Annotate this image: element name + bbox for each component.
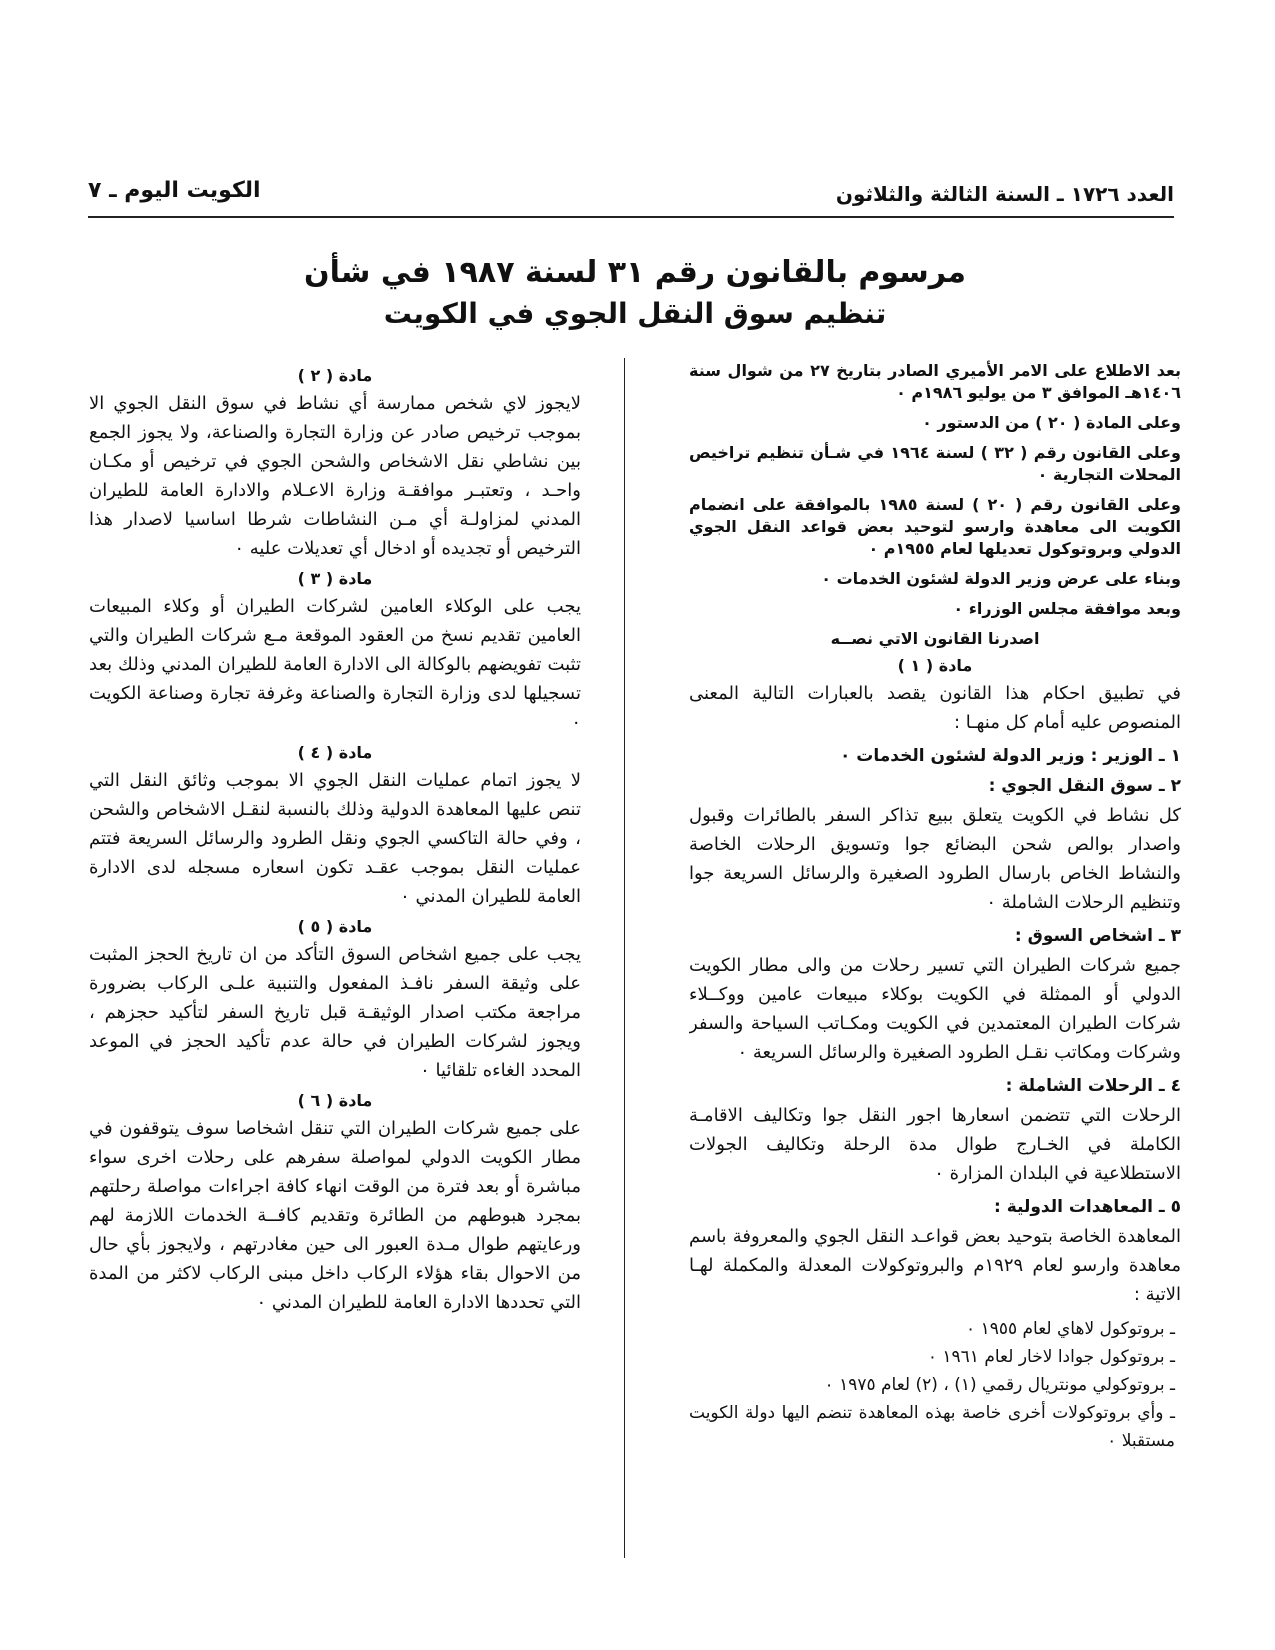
preamble-line: بعد الاطلاع على الامر الأميري الصادر بتاريخ ٢٧ من شوال سنة ١٤٠٦هـ الموافق ٣ من يوليو ١٩٨٦م ٠	[689, 361, 1181, 402]
article-1-heading: مادة ( ١ )	[897, 656, 973, 675]
definition-minister: ١ ـ الوزير : وزير الدولة لشئون الخدمات ٠	[839, 746, 1181, 766]
protocol-item: ـ بروتوكول لاهاي لعام ١٩٥٥ ٠	[966, 1319, 1175, 1339]
protocol-item: ـ بروتوكولي مونتريال رقمي (١) ، (٢) لعام ١٩٧٥ ٠	[824, 1375, 1175, 1395]
article-4-text: لا يجوز اتمام عمليات النقل الجوي الا بموجب وثائق النقل التي تنص عليها المعاهدة الدولية وذلك بالنسبة لنقـل الاشخاص والشحن ، وفي حالة التاكسي الجوي ونقل الطرود والرسائل السريعة فتتم عمليات النقل بموجب عقـد تكون اسعاره مسجله لدى الادارة العامة للطيران المدني ٠	[89, 770, 581, 907]
article-2-text: لايجوز لاي شخص ممارسة أي نشاط في سوق النقل الجوي الا بموجب ترخيص صادر عن وزارة التجارة والصناعة، ولا يجوز الجمع بين نشاطي نقل الاشخاص والشحن الجوي في ترخيص أو مكـان واحـد ، وتعتبـر موافقـة وزارة الاعـلام والادارة العامة للطيران المدني لمزاولـة أي مـن النشاطات شرطا اساسيا لاصدار هذا الترخيص أو تجديده أو ادخال أي تعديلات عليه ٠	[89, 393, 581, 559]
protocol-item: ـ وأي بروتوكولات أخرى خاصة بهذه المعاهدة تنضم اليها دولة الكويت مستقبلا ٠	[689, 1403, 1175, 1451]
article-4-heading: مادة ( ٤ )	[297, 743, 373, 762]
article-6-heading: مادة ( ٦ )	[297, 1091, 373, 1110]
definition-4-title: ٤ ـ الرحلات الشاملة :	[1005, 1076, 1181, 1096]
page-header	[88, 178, 1174, 218]
preamble-line: وبناء على عرض وزير الدولة لشئون الخدمات ٠	[821, 569, 1181, 588]
gazette-page: الكويت اليوم ـ ٧	[88, 178, 261, 203]
definition-3-text: جميع شركات الطيران التي تسير رحلات من والى مطار الكويت الدولي أو الممثلة في الكويت بوكلاء مبيعات عامين ووكــلاء شركات الطيران المعتمدين في الكويت ومكـاتب السياحة والسفر وشركات ومكاتب نقـل الطرود الصغيرة والرسائل السريعة ٠	[689, 955, 1181, 1063]
preamble-line: وبعد موافقة مجلس الوزراء ٠	[953, 599, 1181, 618]
article-3-text: يجب على الوكلاء العامين لشركات الطيران أو وكلاء المبيعات العامين تقديم نسخ من العقود الموقعة مـع شركات الطيران والتي تثبت تفويضهم بالوكالة الى الادارة العامة للطيران المدني وذلك بعد تسجيلها لدى وزارة التجارة والصناعة وغرفة تجارة وصناعة الكويت ٠	[89, 596, 581, 733]
issue-info: العدد ١٧٢٦ ـ السنة الثالثة والثلاثون	[835, 182, 1174, 206]
definition-4-text: الرحلات التي تتضمن اسعارها اجور النقل جوا وتكاليف الاقامـة الكاملة في الخـارج طوال مدة الرحلة وتكاليف الجولات الاستطلاعية في البلدان المزارة ٠	[689, 1105, 1181, 1184]
article-1-intro: في تطبيق احكام هذا القانون يقصد بالعبارات التالية المعنى المنصوص عليه أمام كل منهـا :	[689, 683, 1181, 733]
decree-title	[90, 252, 1180, 334]
enactment-clause: اصدرنا القانون الاتي نصــه	[830, 629, 1040, 648]
protocol-item: ـ بروتوكول جوادا لاخار لعام ١٩٦١ ٠	[927, 1347, 1175, 1367]
definition-2-text: كل نشاط في الكويت يتعلق ببيع تذاكر السفر بالطائرات وقبول واصدار بوالص شحن البضائع جوا وتسويق الرحلات الخاصة والنشاط الخاص بارسال الطرود الصغيرة والرسائل السريعة جوا وتنظيم الرحلات الشاملة ٠	[689, 805, 1181, 913]
article-5-text: يجب على جميع اشخاص السوق التأكد من ان تاريخ الحجز المثبت على وثيقة السفر نافـذ المفعول والتنبية علـى الركاب بضرورة مراجعة مكتب اصدار الوثيقـة قبل تاريخ السفر لتأكيد حجزهم ، ويجوز لشركات الطيران في حالة عدم تأكيد الحجز في الموعد المحدد الغاءه تلقائيا ٠	[89, 944, 581, 1081]
article-5-heading: مادة ( ٥ )	[297, 917, 373, 936]
definition-5-text: المعاهدة الخاصة بتوحيد بعض قواعـد النقل الجوي والمعروفة باسم معاهدة وارسو لعام ١٩٢٩م والبروتوكولات المعدلة والمكملة لهـا الاتية :	[689, 1226, 1181, 1305]
right-column	[689, 360, 1181, 1555]
title-line-2: تنظيم سوق النقل الجوي في الكويت	[383, 297, 887, 330]
definition-5-title: ٥ ـ المعاهدات الدولية :	[993, 1197, 1181, 1217]
preamble-line: وعلى القانون رقم ( ٢٠ ) لسنة ١٩٨٥ بالموافقة على انضمام الكويت الى معاهدة وارسو لتوحيد بعض قواعد النقل الجوي الدولي وبروتوكول تعديلها لعام ١٩٥٥م ٠	[689, 495, 1181, 558]
column-divider	[624, 358, 625, 1558]
left-column	[89, 360, 581, 1555]
title-line-1: مرسوم بالقانون رقم ٣١ لسنة ١٩٨٧ في شأن	[304, 255, 966, 290]
preamble-line: وعلى القانون رقم ( ٣٢ ) لسنة ١٩٦٤ في شـأن تنظيم تراخيص المحلات التجارية ٠	[689, 443, 1181, 484]
article-3-heading: مادة ( ٣ )	[297, 569, 373, 588]
article-2-heading: مادة ( ٢ )	[297, 366, 373, 385]
definition-3-title: ٣ ـ اشخاص السوق :	[1014, 926, 1181, 946]
preamble-line: وعلى المادة ( ٢٠ ) من الدستور ٠	[922, 413, 1181, 432]
article-6-text: على جميع شركات الطيران التي تنقل اشخاصا سوف يتوقفون في مطار الكويت الدولي لمواصلة سفرهم على رحلات اخرى سواء مباشرة أو بعد فترة من الوقت انهاء كافة اجراءات مواصلة رحلتهم بمجرد هبوطهم من الطائرة وتقديم كافــة الخدمات اللازمة لهم ورعايتهم طوال مـدة العبور الى حين مغادرتهم ، ولايجوز بأي حال من الاحوال بقاء هؤلاء الركاب داخل مبنى الركاب لاكثر من المدة التي تحددها الادارة العامة للطيران المدني ٠	[89, 1118, 581, 1313]
definition-2-title: ٢ ـ سوق النقل الجوي :	[988, 776, 1181, 796]
